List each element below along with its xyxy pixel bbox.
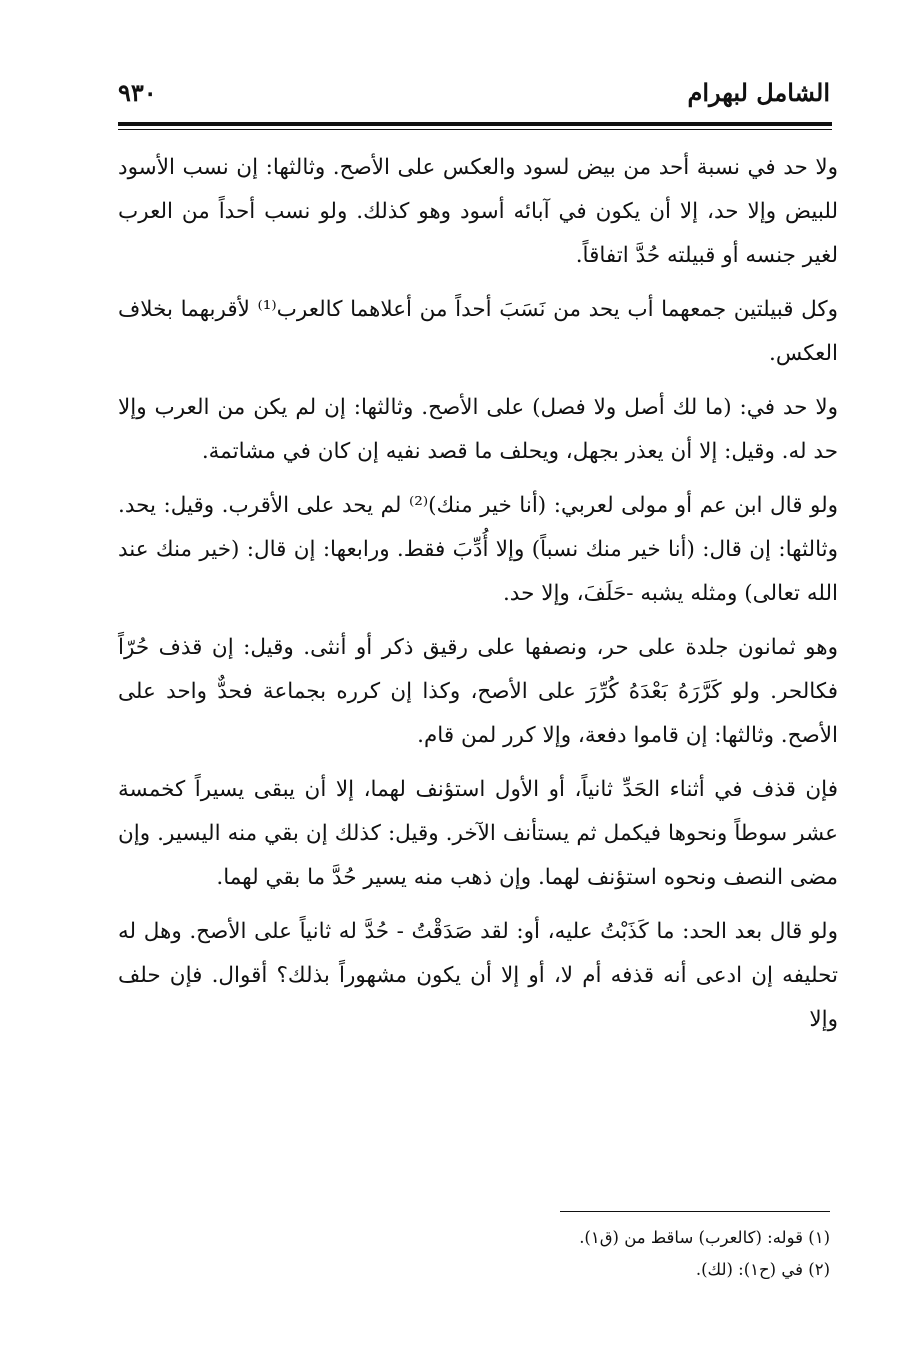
running-title: الشامل لبهرام: [687, 78, 830, 107]
running-header: [118, 78, 830, 114]
header-rule-thin: [118, 129, 832, 130]
footnotes: [118, 1222, 830, 1286]
main-text: [118, 146, 838, 1052]
footnote-separator: [560, 1211, 830, 1212]
header-rule-thick: [118, 122, 832, 126]
paragraph: فإن قذف في أثناء الحَدِّ ثانياً، أو الأول استؤنف لهما، إلا أن يبقى يسيراً كخمسة عشر سوطاً ونحوها فيكمل ثم يستأنف الآخر. وقيل: كذلك إن بقي منه اليسير. وإن مضى النصف ونحوه استؤنف لهما. وإن ذهب منه يسير حُدَّ ما بقي لهما.: [118, 777, 838, 890]
paragraph: ولا حد في نسبة أحد من بيض لسود والعكس على الأصح. وثالثها: إن نسب الأسود للبيض وإلا حد، إلا أن يكون في آبائه أسود وهو كذلك. ولو نسب أحداً من العرب لغير جنسه أو قبيلته حُدَّ اتفاقاً.: [118, 155, 838, 268]
footnote: (٢) في (ح١): (لك).: [695, 1260, 830, 1279]
footnote: (١) قوله: (كالعرب) ساقط من (ق١).: [579, 1228, 830, 1247]
paragraph: ولا حد في: (ما لك أصل ولا فصل) على الأصح. وثالثها: إن لم يكن من العرب وإلا حد له. وقيل: إلا أن يعذر بجهل، ويحلف ما قصد نفيه إن كان في مشاتمة.: [118, 395, 838, 464]
paragraph: وكل قبيلتين جمعهما أب يحد من نَسَبَ أحداً من أعلاهما كالعرب⁽¹⁾ لأقربهما بخلاف العكس.: [118, 297, 838, 366]
paragraph: ولو قال ابن عم أو مولى لعربي: (أنا خير منك)⁽²⁾ لم يحد على الأقرب. وقيل: يحد. وثالثها: إن قال: (أنا خير منك نسباً) وإلا أُدِّبَ فقط. ورابعها: إن قال: (خير منك عند الله تعالى) ومثله يشبه -حَلَفَ، وإلا حد.: [118, 493, 839, 606]
page-number: ٩٣٠: [118, 78, 157, 107]
paragraph: ولو قال بعد الحد: ما كَذَبْتُ عليه، أو: لقد صَدَقْتُ - حُدَّ له ثانياً على الأصح. وهل له تحليفه إن ادعى أنه قذفه أم لا، أو إلا أن يكون مشهوراً بذلك؟ أقوال. فإن حلف وإلا: [118, 919, 838, 1032]
paragraph: وهو ثمانون جلدة على حر، ونصفها على رقيق ذكر أو أنثى. وقيل: إن قذف حُرّاً فكالحر. ولو كَرَّرَهُ بَعْدَهُ كُرِّرَ على الأصح، وكذا إن كرره بجماعة فحدٌّ واحد على الأصح. وثالثها: إن قاموا دفعة، وإلا كرر لمن قام.: [118, 635, 838, 748]
